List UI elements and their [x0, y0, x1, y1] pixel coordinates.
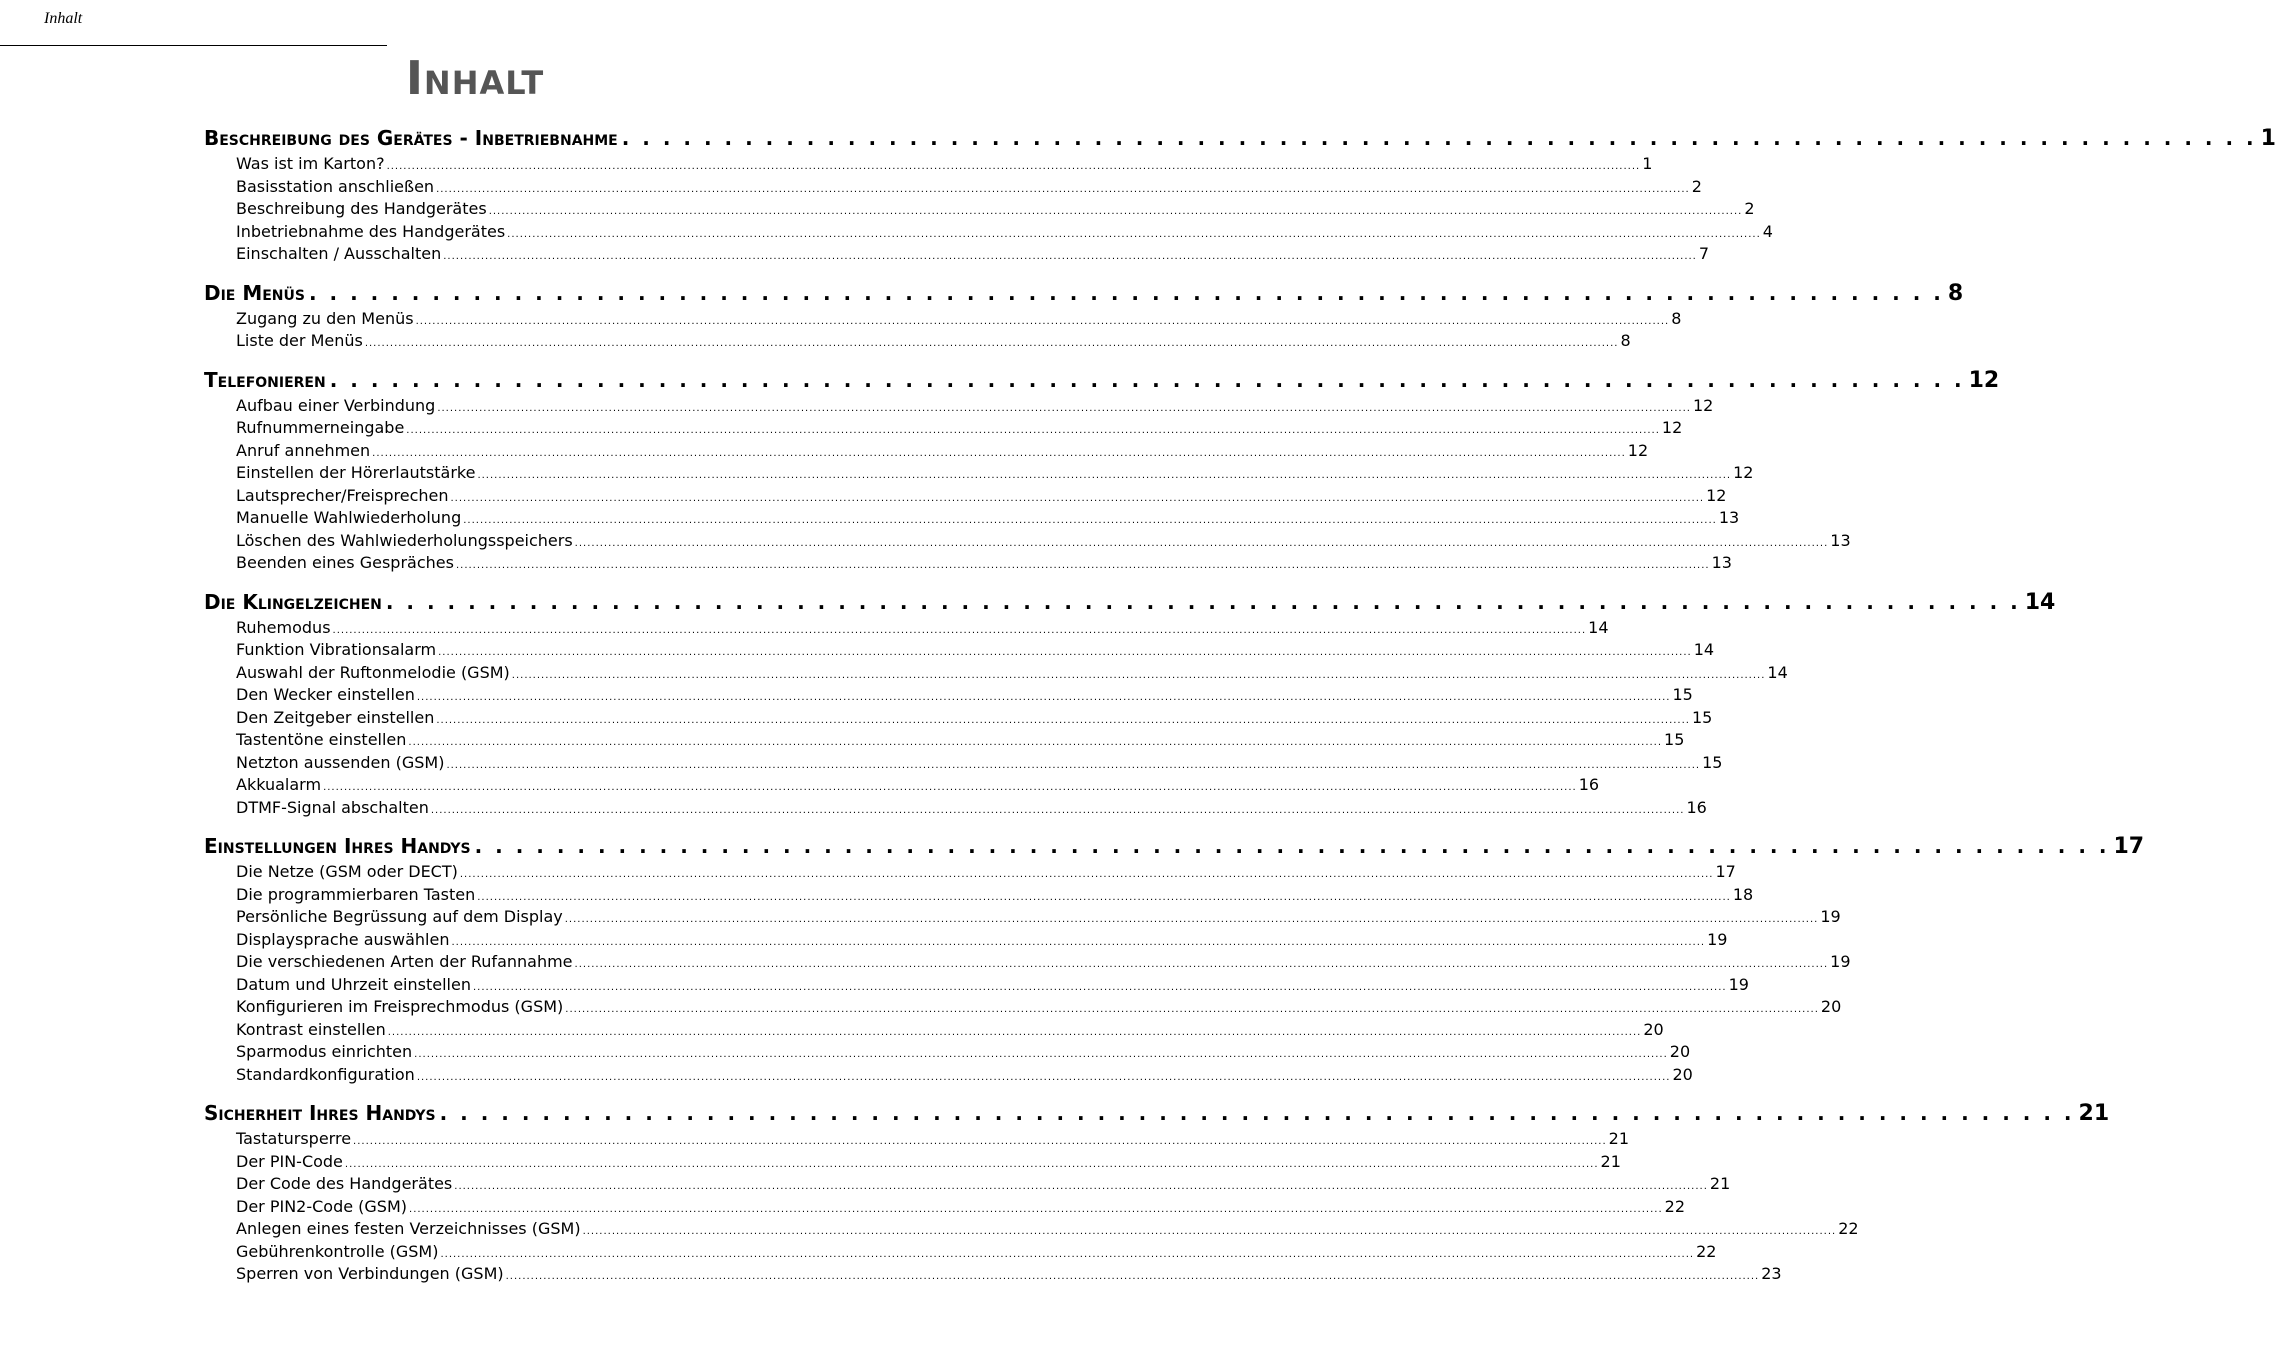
entry-page-number: 14	[1767, 662, 1788, 682]
entry-label: Akkualarm	[236, 775, 322, 794]
entry-label: Zugang zu den Menüs	[236, 308, 414, 328]
entry-label: Lautsprecher/Freisprechen	[236, 485, 449, 505]
entry-page-number: 17	[1715, 862, 1736, 881]
toc-entry[interactable]	[236, 617, 1609, 640]
toc-section	[204, 1098, 2110, 1286]
entry-page-number: 12	[1733, 463, 1754, 482]
entry-label: Beenden eines Gespräches	[236, 553, 454, 572]
entry-page-number: 4	[1762, 221, 1773, 241]
dot-leader: ............................................................................................................................................................................................................................................................................................................	[574, 959, 1829, 970]
entry-page-number: 13	[1711, 553, 1732, 572]
entry-page-number: 1	[1642, 154, 1653, 173]
entry-page-number: 13	[1718, 508, 1740, 527]
dot-leader: ............................................................................................................................................................................................................................................................................................................	[454, 1181, 1708, 1192]
toc-entry[interactable]	[236, 1241, 1717, 1264]
dot-leader: . . . . . . . . . . . . . . . . . . . . . . . . . . . . . . . . . . . . . . . . . . . . . . . . . . . . . . . . . . . . . . . . . . . . . . . . . . . . . . . .	[474, 834, 2110, 858]
entry-label: Was ist im Karton?	[236, 154, 385, 173]
toc-entry[interactable]	[236, 884, 1754, 907]
toc-entry[interactable]	[236, 221, 1773, 244]
dot-leader: . . . . . . . . . . . . . . . . . . . . . . . . . . . . . . . . . . . . . . . . . . . . . . . . . . . . . . . . . . . . . . . . . . . . . . . . . . . . . . . .	[621, 126, 2257, 150]
toc-entry[interactable]	[236, 1019, 1664, 1042]
toc-section	[204, 123, 2276, 266]
toc-entry[interactable]	[236, 552, 1732, 575]
entry-label: Anlegen eines festen Verzeichnisses (GSM)	[236, 1219, 581, 1238]
entry-page-number: 20	[1820, 997, 1842, 1016]
entry-label: Datum und Uhrzeit einstellen	[236, 974, 471, 994]
header-rule	[0, 45, 387, 46]
toc-section-heading[interactable]	[204, 831, 2145, 861]
entry-label: Einstellen der Hörerlautstärke	[236, 463, 476, 482]
toc-entry[interactable]	[236, 1173, 1731, 1196]
dot-leader: ............................................................................................................................................................................................................................................................................................................	[564, 914, 1819, 925]
toc-entry[interactable]	[236, 797, 1707, 820]
entry-label: Sparmodus einrichten	[236, 1042, 413, 1061]
dot-leader: . . . . . . . . . . . . . . . . . . . . . . . . . . . . . . . . . . . . . . . . . . . . . . . . . . . . . . . . . . . . . . . . . . . . . . . . . . . . . . . .	[329, 367, 1965, 392]
toc-entry[interactable]	[236, 1041, 1691, 1064]
page-title: Inhalt	[405, 51, 545, 105]
dot-leader: ............................................................................................................................................................................................................................................................................................................	[451, 936, 1706, 948]
dot-leader: ............................................................................................................................................................................................................................................................................................................	[443, 251, 1697, 262]
entry-label: Der Code des Handgerätes	[236, 1174, 453, 1193]
section-page-number: 1	[2260, 126, 2276, 151]
entry-page-number: 15	[1664, 730, 1685, 749]
entry-page-number: 16	[1578, 775, 1600, 794]
entry-label: Beschreibung des Handgerätes	[236, 199, 487, 218]
entry-page-number: 22	[1664, 1196, 1685, 1216]
entry-page-number: 16	[1686, 797, 1707, 817]
entry-page-number: 2	[1744, 199, 1755, 218]
entry-page-number: 15	[1702, 752, 1723, 772]
entry-label: Anruf annehmen	[236, 440, 371, 460]
entry-label: Kontrast einstellen	[236, 1019, 386, 1039]
entry-label: Aufbau einer Verbindung	[236, 395, 436, 415]
entry-page-number: 15	[1691, 707, 1713, 727]
running-header: Inhalt	[44, 10, 83, 27]
dot-leader: ............................................................................................................................................................................................................................................................................................................	[409, 1203, 1663, 1215]
toc-entry[interactable]	[236, 153, 1653, 176]
toc-entry[interactable]	[236, 1218, 1859, 1241]
dot-leader: ............................................................................................................................................................................................................................................................................................................	[450, 492, 1705, 504]
dot-leader: ............................................................................................................................................................................................................................................................................................................	[406, 425, 1660, 436]
section-title: Einstellungen Ihres Handys	[204, 834, 471, 858]
table-of-contents	[204, 123, 2276, 1298]
toc-section-heading[interactable]	[204, 1098, 2110, 1128]
section-title: Telefonieren	[204, 367, 326, 392]
toc-section	[204, 587, 2056, 820]
entry-label: Liste der Menüs	[236, 331, 363, 350]
toc-entry[interactable]	[236, 929, 1728, 952]
toc-entry[interactable]	[236, 1151, 1621, 1174]
dot-leader: ............................................................................................................................................................................................................................................................................................................	[416, 1071, 1671, 1083]
toc-section-heading[interactable]	[204, 365, 2000, 395]
dot-leader: ............................................................................................................................................................................................................................................................................................................	[387, 1026, 1642, 1038]
toc-entry[interactable]	[236, 330, 1631, 353]
section-title: Sicherheit Ihres Handys	[204, 1101, 436, 1125]
section-page-number: 14	[2024, 589, 2056, 615]
toc-entry[interactable]	[236, 861, 1736, 884]
dot-leader: ............................................................................................................................................................................................................................................................................................................	[437, 402, 1691, 414]
entry-page-number: 7	[1698, 244, 1710, 263]
entry-label: Einschalten / Ausschalten	[236, 244, 442, 263]
dot-leader: ............................................................................................................................................................................................................................................................................................................	[415, 315, 1670, 327]
entry-label: Inbetriebnahme des Handgerätes	[236, 221, 506, 241]
dot-leader: ............................................................................................................................................................................................................................................................................................................	[565, 1004, 1819, 1015]
toc-entry[interactable]	[236, 485, 1727, 508]
entry-label: Den Wecker einstellen	[236, 685, 415, 704]
entry-label: Displaysprache auswählen	[236, 929, 450, 949]
entry-page-number: 21	[1600, 1151, 1621, 1171]
toc-section-heading[interactable]	[204, 278, 1964, 308]
entry-page-number: 15	[1672, 685, 1693, 704]
dot-leader: ............................................................................................................................................................................................................................................................................................................	[430, 804, 1685, 816]
toc-entry[interactable]	[236, 507, 1740, 530]
entry-page-number: 23	[1761, 1264, 1782, 1283]
toc-entry[interactable]	[236, 662, 1788, 685]
dot-leader: ............................................................................................................................................................................................................................................................................................................	[332, 624, 1587, 636]
dot-leader: ............................................................................................................................................................................................................................................................................................................	[511, 669, 1766, 681]
entry-label: Die verschiedenen Arten der Rufannahme	[236, 952, 573, 971]
entry-page-number: 8	[1620, 331, 1631, 350]
entry-page-number: 21	[1709, 1174, 1731, 1193]
dot-leader: ............................................................................................................................................................................................................................................................................................................	[323, 782, 1577, 793]
section-page-number: 8	[1947, 280, 1964, 306]
entry-page-number: 12	[1661, 418, 1683, 437]
entry-page-number: 20	[1672, 1064, 1693, 1084]
dot-leader: ............................................................................................................................................................................................................................................................................................................	[440, 1248, 1695, 1260]
section-title: Beschreibung des Gerätes - Inbetriebnahme	[204, 126, 618, 150]
dot-leader: ............................................................................................................................................................................................................................................................................................................	[574, 537, 1829, 549]
entry-page-number: 18	[1732, 884, 1754, 904]
toc-entry[interactable]	[236, 243, 1710, 266]
entry-label: Ruhemodus	[236, 617, 331, 637]
dot-leader: ............................................................................................................................................................................................................................................................................................................	[438, 647, 1692, 658]
entry-page-number: 22	[1838, 1219, 1859, 1238]
section-title: Die Menüs	[204, 280, 305, 305]
toc-entry[interactable]	[236, 639, 1715, 662]
section-page-number: 21	[2078, 1101, 2110, 1126]
dot-leader: ............................................................................................................................................................................................................................................................................................................	[477, 470, 1732, 481]
entry-label: Den Zeitgeber einstellen	[236, 707, 435, 727]
entry-label: Gebührenkontrolle (GSM)	[236, 1241, 439, 1261]
entry-label: Rufnummerneingabe	[236, 418, 405, 437]
entry-page-number: 19	[1830, 952, 1851, 971]
entry-label: Konfigurieren im Freisprechmodus (GSM)	[236, 997, 564, 1016]
dot-leader: ............................................................................................................................................................................................................................................................................................................	[353, 1136, 1607, 1147]
section-page-number: 12	[1968, 367, 2000, 393]
dot-leader: ............................................................................................................................................................................................................................................................................................................	[436, 714, 1690, 726]
dot-leader: . . . . . . . . . . . . . . . . . . . . . . . . . . . . . . . . . . . . . . . . . . . . . . . . . . . . . . . . . . . . . . . . . . . . . . . . . . . . . . . .	[385, 589, 2021, 614]
entry-label: Die Netze (GSM oder DECT)	[236, 862, 458, 881]
toc-entry[interactable]	[236, 729, 1685, 752]
dot-leader: ............................................................................................................................................................................................................................................................................................................	[455, 560, 1710, 571]
dot-leader: ............................................................................................................................................................................................................................................................................................................	[477, 891, 1731, 903]
dot-leader: ............................................................................................................................................................................................................................................................................................................	[446, 759, 1701, 771]
entry-page-number: 19	[1707, 929, 1728, 949]
entry-label: Manuelle Wahlwiederholung	[236, 508, 462, 527]
toc-entry[interactable]	[236, 176, 1702, 199]
toc-entry[interactable]	[236, 996, 1842, 1019]
dot-leader: ............................................................................................................................................................................................................................................................................................................	[582, 1226, 1837, 1237]
toc-entry[interactable]	[236, 906, 1841, 929]
dot-leader: ............................................................................................................................................................................................................................................................................................................	[416, 692, 1671, 703]
toc-entry[interactable]	[236, 1263, 1782, 1286]
dot-leader: ............................................................................................................................................................................................................................................................................................................	[505, 1271, 1760, 1282]
entry-label: Netzton aussenden (GSM)	[236, 752, 445, 772]
entry-label: Standardkonfiguration	[236, 1064, 415, 1084]
dot-leader: ............................................................................................................................................................................................................................................................................................................	[507, 228, 1761, 240]
toc-entry[interactable]	[236, 462, 1754, 485]
dot-leader: ............................................................................................................................................................................................................................................................................................................	[372, 447, 1626, 459]
entry-label: Auswahl der Ruftonmelodie (GSM)	[236, 662, 510, 682]
entry-page-number: 19	[1728, 974, 1749, 994]
toc-entry[interactable]	[236, 308, 1682, 331]
entry-page-number: 2	[1691, 176, 1702, 196]
dot-leader: ............................................................................................................................................................................................................................................................................................................	[436, 183, 1690, 195]
entry-label: Tastentöne einstellen	[236, 730, 407, 749]
toc-entry[interactable]	[236, 707, 1713, 730]
toc-section-heading[interactable]	[204, 587, 2056, 617]
toc-entry[interactable]	[236, 974, 1749, 997]
dot-leader: ............................................................................................................................................................................................................................................................................................................	[459, 869, 1714, 880]
dot-leader: . . . . . . . . . . . . . . . . . . . . . . . . . . . . . . . . . . . . . . . . . . . . . . . . . . . . . . . . . . . . . . . . . . . . . . . . . . . . . . . .	[308, 280, 1944, 305]
toc-entry[interactable]	[236, 1064, 1693, 1087]
toc-entry[interactable]	[236, 752, 1723, 775]
dot-leader: ............................................................................................................................................................................................................................................................................................................	[364, 338, 1619, 349]
entry-label: Funktion Vibrationsalarm	[236, 640, 437, 659]
toc-entry[interactable]	[236, 1196, 1685, 1219]
entry-page-number: 21	[1608, 1129, 1630, 1148]
dot-leader: ............................................................................................................................................................................................................................................................................................................	[472, 981, 1727, 993]
dot-leader: ............................................................................................................................................................................................................................................................................................................	[408, 737, 1663, 748]
dot-leader: ............................................................................................................................................................................................................................................................................................................	[463, 515, 1717, 526]
entry-page-number: 22	[1696, 1241, 1717, 1261]
dot-leader: ............................................................................................................................................................................................................................................................................................................	[386, 161, 1641, 172]
entry-label: DTMF-Signal abschalten	[236, 797, 429, 817]
toc-section	[204, 365, 2000, 575]
toc-entry[interactable]	[236, 417, 1683, 440]
toc-section-heading[interactable]	[204, 123, 2276, 153]
dot-leader: ............................................................................................................................................................................................................................................................................................................	[414, 1049, 1668, 1060]
entry-label: Löschen des Wahlwiederholungsspeichers	[236, 530, 573, 550]
entry-label: Sperren von Verbindungen (GSM)	[236, 1264, 504, 1283]
entry-page-number: 14	[1693, 640, 1715, 659]
entry-page-number: 12	[1627, 440, 1649, 460]
toc-entry[interactable]	[236, 1128, 1630, 1151]
dot-leader: . . . . . . . . . . . . . . . . . . . . . . . . . . . . . . . . . . . . . . . . . . . . . . . . . . . . . . . . . . . . . . . . . . . . . . . . . . . . . . . .	[439, 1101, 2075, 1125]
toc-entry[interactable]	[236, 530, 1851, 553]
entry-page-number: 8	[1671, 308, 1682, 328]
section-title: Die Klingelzeichen	[204, 589, 382, 614]
entry-label: Persönliche Begrüssung auf dem Display	[236, 907, 563, 926]
entry-page-number: 13	[1830, 530, 1851, 550]
toc-section	[204, 278, 1964, 353]
dot-leader: ............................................................................................................................................................................................................................................................................................................	[344, 1158, 1599, 1170]
entry-label: Tastatursperre	[236, 1129, 352, 1148]
entry-page-number: 12	[1692, 395, 1714, 415]
entry-label: Der PIN-Code	[236, 1151, 343, 1171]
toc-entry[interactable]	[236, 198, 1755, 221]
toc-section	[204, 831, 2145, 1086]
toc-entry[interactable]	[236, 395, 1714, 418]
entry-label: Der PIN2-Code (GSM)	[236, 1196, 408, 1216]
entry-label: Basisstation anschließen	[236, 176, 435, 196]
toc-entry[interactable]	[236, 774, 1600, 797]
entry-page-number: 20	[1669, 1042, 1691, 1061]
entry-page-number: 20	[1643, 1019, 1664, 1039]
entry-page-number: 12	[1706, 485, 1727, 505]
section-page-number: 17	[2113, 834, 2145, 859]
toc-entry[interactable]	[236, 684, 1693, 707]
entry-label: Die programmierbaren Tasten	[236, 884, 476, 904]
toc-entry[interactable]	[236, 440, 1649, 463]
entry-page-number: 14	[1588, 617, 1609, 637]
entry-page-number: 19	[1820, 907, 1841, 926]
toc-entry[interactable]	[236, 951, 1851, 974]
dot-leader: ............................................................................................................................................................................................................................................................................................................	[488, 206, 1743, 217]
